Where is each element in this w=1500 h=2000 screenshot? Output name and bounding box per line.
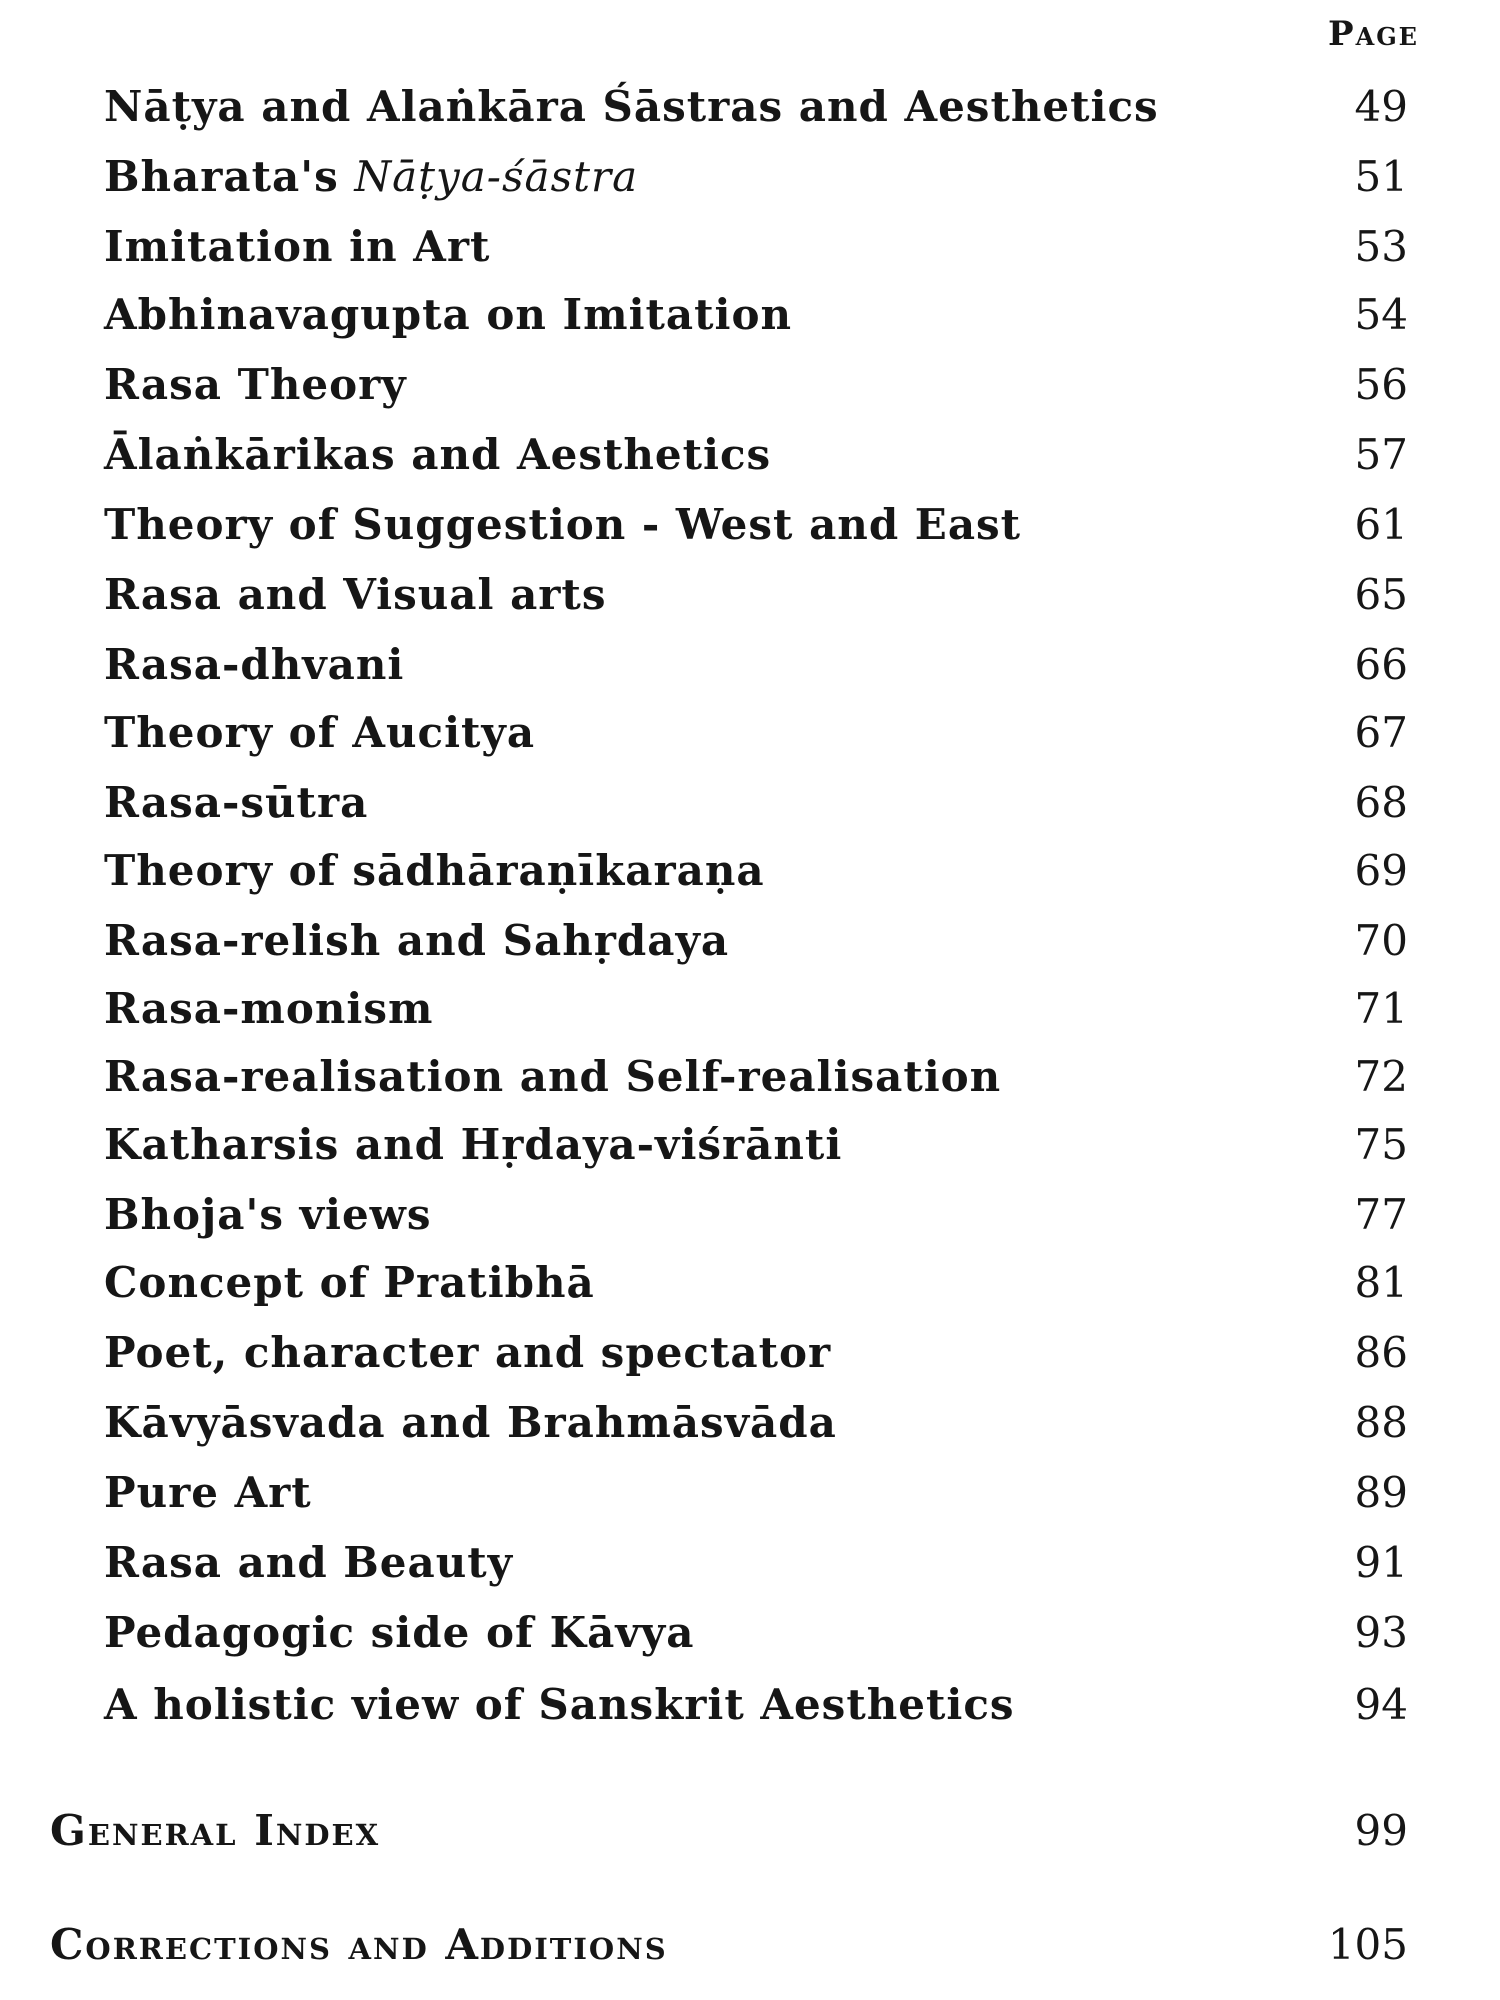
toc-entry xyxy=(0,360,1500,420)
section-page-number: 105 xyxy=(1327,1920,1408,1969)
entry-title-italic: Nāṭya-śāstra xyxy=(354,152,639,201)
entry-page-number: 56 xyxy=(1354,360,1408,409)
entry-page-number: 77 xyxy=(1354,1190,1408,1239)
entry-page-number: 70 xyxy=(1354,916,1408,965)
toc-entry xyxy=(0,640,1500,700)
toc-entry xyxy=(0,778,1500,838)
section-title: General Index xyxy=(50,1806,381,1855)
entry-title: Theory of sādhāraṇīkaraṇa xyxy=(104,846,765,895)
entry-title: Kāvyāsvada and Brahmāsvāda xyxy=(104,1398,837,1447)
entry-title: Pure Art xyxy=(104,1468,312,1517)
toc-entry xyxy=(0,1120,1500,1180)
entry-title xyxy=(104,152,638,201)
toc-entry xyxy=(0,430,1500,490)
entry-page-number: 54 xyxy=(1354,290,1408,339)
entry-title: A holistic view of Sanskrit Aesthetics xyxy=(104,1680,1015,1729)
entry-title: Theory of Suggestion - West and East xyxy=(104,500,1022,549)
entry-title: Imitation in Art xyxy=(104,222,491,271)
entry-title: Rasa-monism xyxy=(104,984,434,1033)
entry-title: Rasa and Beauty xyxy=(104,1538,514,1587)
entry-page-number: 67 xyxy=(1354,708,1408,757)
toc-entry xyxy=(0,82,1500,142)
toc-entry xyxy=(0,846,1500,906)
entry-title: Theory of Aucitya xyxy=(104,708,536,757)
toc-entry xyxy=(0,1398,1500,1458)
toc-entry xyxy=(0,152,1500,212)
toc-entry xyxy=(0,1258,1500,1318)
toc-entry xyxy=(0,1608,1500,1668)
entry-page-number: 66 xyxy=(1354,640,1408,689)
toc-entry xyxy=(0,570,1500,630)
entry-title: Katharsis and Hṛdaya-viśrānti xyxy=(104,1120,843,1169)
toc-entry xyxy=(0,1190,1500,1250)
entry-page-number: 88 xyxy=(1354,1398,1408,1447)
section-general-index xyxy=(0,1806,1500,1866)
entry-page-number: 86 xyxy=(1354,1328,1408,1377)
entry-title: Rasa and Visual arts xyxy=(104,570,607,619)
entry-page-number: 71 xyxy=(1354,984,1408,1033)
section-page-number: 99 xyxy=(1354,1806,1408,1855)
entry-page-number: 57 xyxy=(1354,430,1408,479)
entry-page-number: 93 xyxy=(1354,1608,1408,1657)
toc-entry xyxy=(0,1538,1500,1598)
entry-page-number: 91 xyxy=(1354,1538,1408,1587)
entry-page-number: 68 xyxy=(1354,778,1408,827)
entry-page-number: 51 xyxy=(1354,152,1408,201)
entry-title: Nāṭya and Alaṅkāra Śāstras and Aesthetics xyxy=(104,82,1159,131)
entry-title: Rasa-relish and Sahṛdaya xyxy=(104,916,730,965)
entry-title: Abhinavagupta on Imitation xyxy=(104,290,793,339)
entry-title: Ālaṅkārikas and Aesthetics xyxy=(104,430,772,479)
entry-page-number: 72 xyxy=(1354,1052,1408,1101)
toc-entry xyxy=(0,1680,1500,1740)
entry-title-prefix: Bharata's xyxy=(104,152,355,201)
toc-entry xyxy=(0,1328,1500,1388)
entry-title: Poet, character and spectator xyxy=(104,1328,832,1377)
entry-title: Rasa-realisation and Self-realisation xyxy=(104,1052,1002,1101)
entry-page-number: 69 xyxy=(1354,846,1408,895)
toc-entry xyxy=(0,1468,1500,1528)
toc-entry xyxy=(0,222,1500,282)
entry-page-number: 61 xyxy=(1354,500,1408,549)
toc-entry xyxy=(0,1052,1500,1112)
entry-page-number: 53 xyxy=(1354,222,1408,271)
toc-entry xyxy=(0,500,1500,560)
entry-title: Bhoja's views xyxy=(104,1190,432,1239)
entry-title: Pedagogic side of Kāvya xyxy=(104,1608,695,1657)
entry-page-number: 89 xyxy=(1354,1468,1408,1517)
section-corrections-and-additions xyxy=(0,1920,1500,1980)
entry-page-number: 49 xyxy=(1354,82,1408,131)
entry-page-number: 75 xyxy=(1354,1120,1408,1169)
toc-entry xyxy=(0,984,1500,1044)
toc-entry xyxy=(0,916,1500,976)
entry-page-number: 81 xyxy=(1354,1258,1408,1307)
section-title: Corrections and Additions xyxy=(50,1920,668,1969)
entry-page-number: 94 xyxy=(1354,1680,1408,1729)
entry-page-number: 65 xyxy=(1354,570,1408,619)
page-heading: Page xyxy=(1328,14,1419,54)
entry-title: Concept of Pratibhā xyxy=(104,1258,595,1307)
toc-entry xyxy=(0,708,1500,768)
toc-entry xyxy=(0,290,1500,350)
entry-title: Rasa Theory xyxy=(104,360,407,409)
entry-title: Rasa-dhvani xyxy=(104,640,405,689)
entry-title: Rasa-sūtra xyxy=(104,778,369,827)
